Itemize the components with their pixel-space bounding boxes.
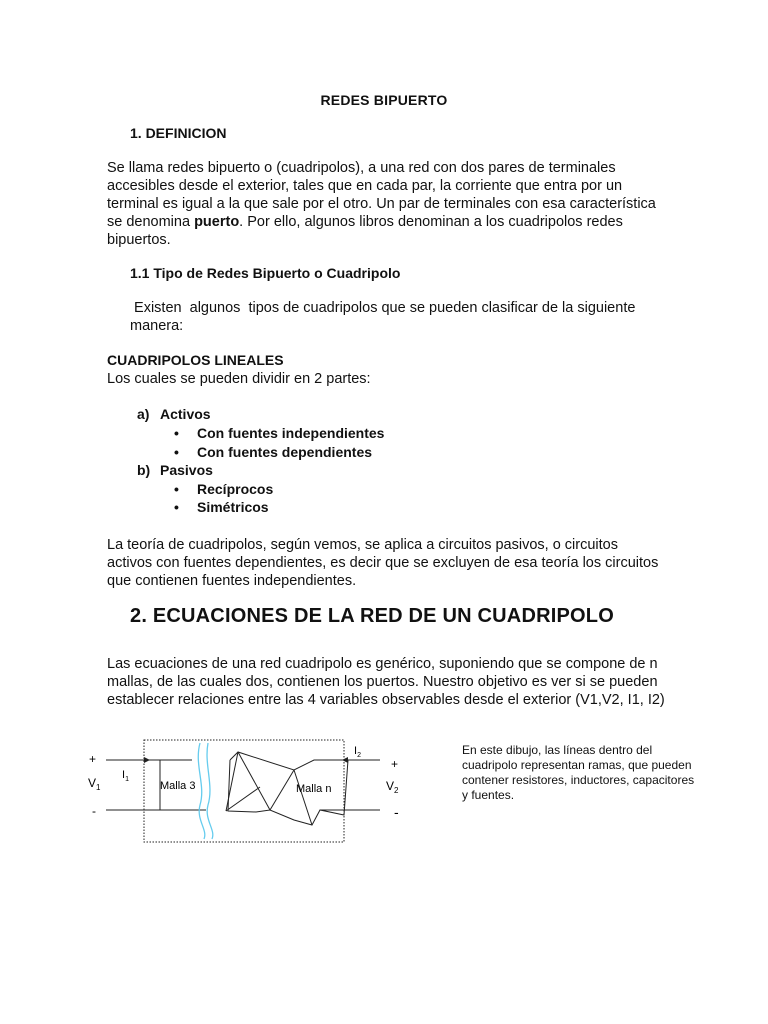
minus-right: - xyxy=(394,804,399,820)
arrow-i1 xyxy=(144,757,150,763)
list-label-pasivos: Pasivos xyxy=(160,462,213,478)
definition-text-a: Se llama redes bipuerto o (cuadripolos), a una red con dos pares de terminales accesibles desde el exterior, tales que en cada par, la corriente que entra por un terminal es igual a la que sale por el otro. Un par de terminales con esa característica se denomina xyxy=(107,160,656,230)
break-lines xyxy=(198,743,213,839)
two-port-diagram xyxy=(80,735,420,850)
lineales-intro: Los cuales se pueden dividir en 2 partes: xyxy=(107,371,371,387)
list-item: Con fuentes dependientes xyxy=(197,444,373,460)
list-marker-b: b) xyxy=(137,462,151,478)
list-label-activos: Activos xyxy=(160,406,211,422)
list-item: Con fuentes independientes xyxy=(197,425,385,441)
section-heading-tipo: 1.1 Tipo de Redes Bipuerto o Cuadripolo xyxy=(130,265,401,281)
section-heading-definicion: 1. DEFINICION xyxy=(130,125,227,141)
diagram-note: En este dibujo, las líneas dentro del cuadripolo representan ramas, que pueden contener resistores, inductores, capacitores y fuentes. xyxy=(462,743,695,802)
arrow-i2 xyxy=(342,757,348,763)
teoria-paragraph: La teoría de cuadripolos, según vemos, se aplica a circuitos pasivos, o circuitos activos con fuentes dependientes, es decir que se excluyen de esa teoría los circuitos que contienen fuentes independientes. xyxy=(107,537,659,589)
list-item: Simétricos xyxy=(197,499,269,515)
definition-text-bold: puerto xyxy=(194,214,240,230)
v2-label: $V_2$ xyxy=(386,779,399,795)
section-heading-ecuaciones: 2. ECUACIONES DE LA RED DE UN CUADRIPOLO xyxy=(130,605,614,627)
lineales-heading: CUADRIPOLOS LINEALES xyxy=(107,352,284,368)
bullet: • xyxy=(174,499,179,515)
branch-inner xyxy=(226,752,238,811)
document-title: REDES BIPUERTO xyxy=(320,92,448,108)
bullet: • xyxy=(174,481,179,497)
minus-left: - xyxy=(92,804,96,818)
definition-text-b: . Por ello, algunos libros denominan a los cuadripolos redes bipuertos. xyxy=(107,214,623,248)
bullet: • xyxy=(174,444,179,460)
plus-right: + xyxy=(391,757,399,771)
ecuaciones-paragraph: Las ecuaciones de una red cuadripolo es genérico, suponiendo que se compone de n mallas, de las cuales dos, contienen los puertos. Nuestro objetivo es ver si se pueden establecer relaciones entre las 4 variables observables desde el exterior (V1,V2, I1, I2) xyxy=(107,656,665,708)
tipo-paragraph: Existen algunos tipos de cuadripolos que se pueden clasificar de la siguiente manera: xyxy=(130,300,640,334)
mallan-label: Malla n xyxy=(296,783,332,795)
bullet: • xyxy=(174,425,179,441)
plus-left: + xyxy=(89,752,97,766)
list-marker-a: a) xyxy=(137,406,150,422)
i2-label: $I_2$ xyxy=(354,745,361,759)
definition-paragraph xyxy=(107,159,667,249)
branch-inner xyxy=(226,787,260,811)
branch-inner xyxy=(294,770,312,825)
i1-label: $I_1$ xyxy=(122,769,129,783)
malla3-label: Malla 3 xyxy=(160,780,196,792)
list-item: Recíprocos xyxy=(197,481,274,497)
v1-label: $V_1$ xyxy=(88,776,101,792)
branch-inner xyxy=(270,770,294,810)
